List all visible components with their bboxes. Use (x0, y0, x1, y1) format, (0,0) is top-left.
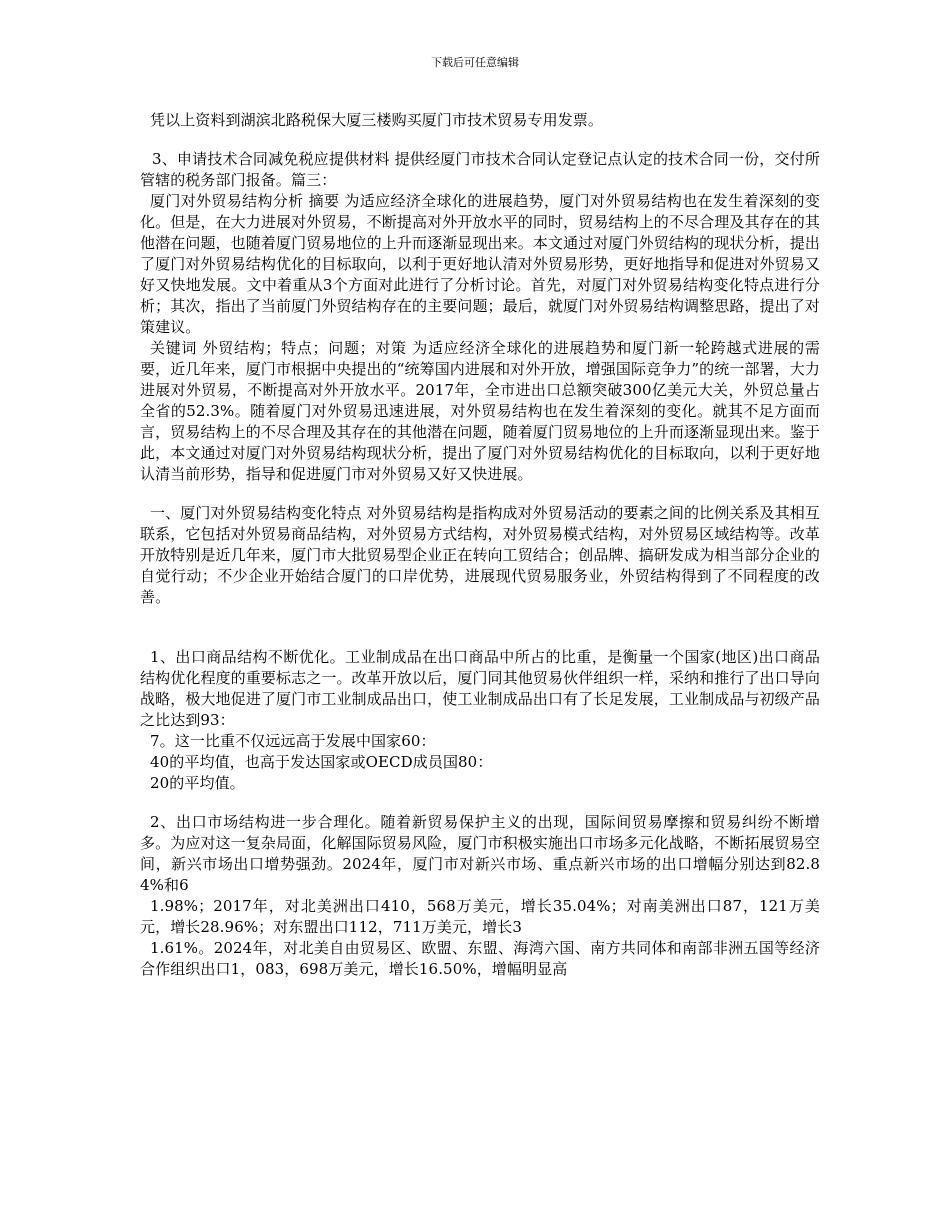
paragraph-market-figures-1: 1.98%；2017年，对北美洲出口410，568万美元，增长35.04%；对南美洲出口87，121万美元，增长28.96%；对东盟出口112，711万美元，增长3 (140, 897, 820, 936)
paragraph-section-one: 一、厦门对外贸易结构变化特点 对外贸易结构是指构成对外贸易活动的要素之间的比例关系及其相互联系，它包括对外贸易商品结构，对外贸易方式结构，对外贸易模式结构，对外贸易区域结构等。改革开放特别是近几年来，厦门市大批贸易型企业正在转向工贸结合；创品牌、搞研发成为相当部分企业的自觉行动；不少企业开始结合厦门的口岸优势，进展现代贸易服务业，外贸结构得到了不同程度的改善。 (140, 504, 820, 606)
paragraph-ratio-line-3: 20的平均值。 (150, 774, 245, 792)
paragraph-ratio-line-2: 40的平均值，也高于发达国家或OECD成员国80： (150, 753, 493, 771)
paragraph-market-figures-2: 1.61%。2024年，对北美自由贸易区、欧盟、东盟、海湾六国、南方共同体和南部非洲五国等经济合作组织出口1，083，698万美元，增长16.50%，增幅明显高 (140, 939, 820, 978)
paragraph-export-goods: 1、出口商品结构不断优化。工业制成品在出口商品中所占的比重，是衡量一个国家(地区)出口商品结构优化程度的重要标志之一。改革开放以后，厦门同其他贸易伙伴组织一样，采纳和推行了出口导向战略，极大地促进了厦门市工业制成品出口，使工业制成品出口有了长足发展，工业制成品与初级产品之比达到93： (140, 648, 820, 729)
page-header: 下载后可任意编辑 (431, 56, 519, 69)
paragraph-abstract: 厦门对外贸易结构分析 摘要 为适应经济全球化的进展趋势，厦门对外贸易结构也在发生着深刻的变化。但是，在大力进展对外贸易，不断提高对外开放水平的同时，贸易结构上的不尽合理及其存在的其他潜在问题，也随着厦门贸易地位的上升而逐渐显现出来。本文通过对厦门外贸结构的现状分析，提出了厦门对外贸易结构优化的目标取向，以利于更好地认清对外贸易形势，更好地指导和促进对外贸易又好又快地发展。文中着重从3个方面对此进行了分析讨论。首先，对厦门对外贸易结构变化特点进行分析；其次，指出了当前厦门外贸结构存在的主要问题；最后，就厦门对外贸易结构调整思路，提出了对策建议。 (140, 192, 820, 336)
paragraph-export-market: 2、出口市场结构进一步合理化。随着新贸易保护主义的出现，国际间贸易摩擦和贸易纠纷不断增多。为应对这一复杂局面，化解国际贸易风险，厦门市积极实施出口市场多元化战略，不断拓展贸易空间，新兴市场出口增势强劲。2024年，厦门市对新兴市场、重点新兴市场的出口增幅分别达到82.84%和6 (140, 813, 820, 894)
document-body (140, 110, 820, 980)
paragraph-tax-materials: 3、申请技术合同减免税应提供材料 提供经厦门市技术合同认定登记点认定的技术合同一份，交付所管辖的税务部门报备。篇三： (140, 150, 820, 189)
paragraph-invoice: 凭以上资料到湖滨北路税保大厦三楼购买厦门市技术贸易专用发票。 (150, 111, 604, 129)
paragraph-keywords: 关键词 外贸结构；特点；问题；对策 为适应经济全球化的进展趋势和厦门新一轮跨越式进展的需要，近几年来，厦门市根据中央提出的“统筹国内进展和对外开放，增强国际竞争力”的统一部署，大力进展对外贸易，不断提高对外开放水平。2017年，全市进出口总额突破300亿美元大关，外贸总量占全省的52.3%。随着厦门对外贸易迅速进展，对外贸易结构也在发生着深刻的变化。就其不足方面而言，贸易结构上的不尽合理及其存在的其他潜在问题，随着厦门贸易地位的上升而逐渐显现出来。鉴于此，本文通过对厦门对外贸易结构现状分析，提出了厦门对外贸易结构优化的目标取向，以利于更好地认清当前形势，指导和促进厦门市对外贸易又好又快进展。 (140, 339, 820, 483)
paragraph-ratio-line-1: 7。这一比重不仅远远高于发展中国家60： (150, 732, 436, 750)
